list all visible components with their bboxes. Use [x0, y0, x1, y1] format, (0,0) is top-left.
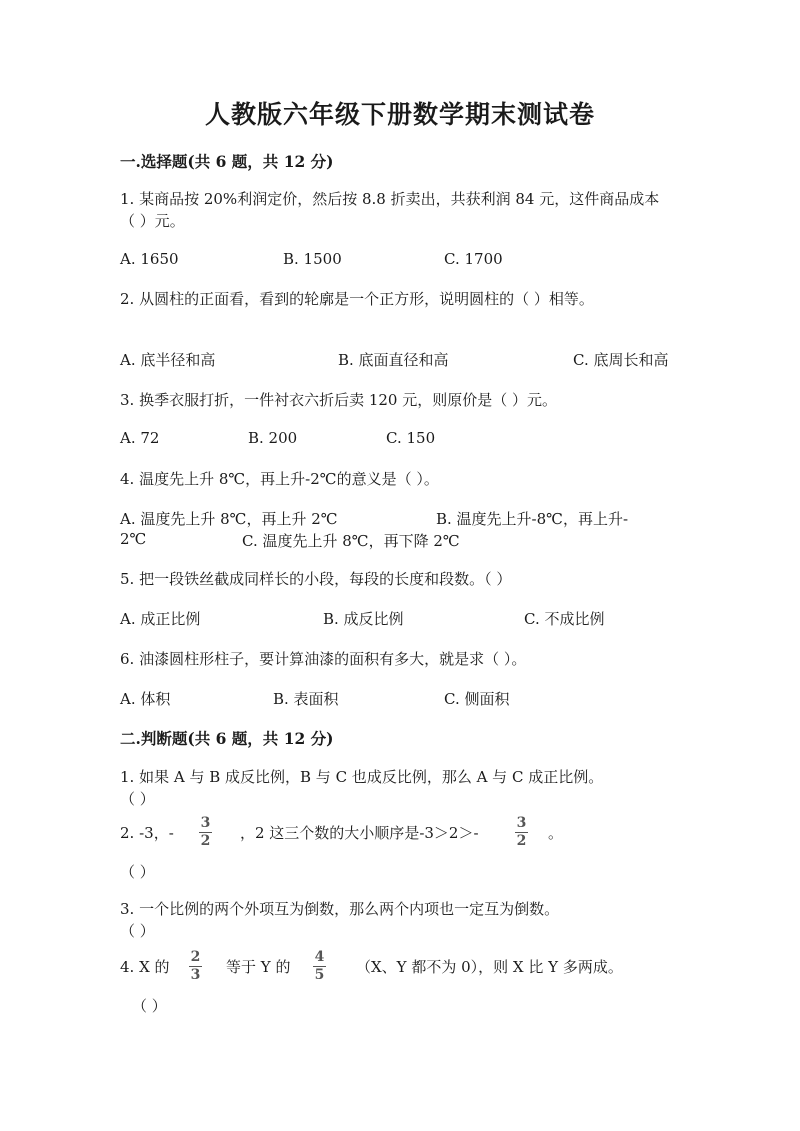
question-3-text: 3. 换季衣服打折，一件衬衣六折后卖 120 元，则原价是（ ）元。: [120, 391, 558, 409]
judgement-4-fraction-2: [313, 950, 326, 983]
fraction-numerator: 2: [190, 949, 201, 965]
question-3-option-b: B. 200: [248, 429, 298, 447]
question-3-option-a: A. 72: [120, 429, 160, 447]
judgement-4-text-part3: （X、Y 都不为 0），则 X 比 Y 多两成。: [356, 958, 623, 976]
section-heading-judgement: 二.判断题(共 6 题，共 12 分): [120, 729, 334, 748]
question-6-option-c: C. 侧面积: [444, 690, 510, 708]
question-5-option-c: C. 不成比例: [524, 610, 605, 628]
question-4-option-b-continued: 2℃: [120, 530, 147, 548]
question-4-option-b: B. 温度先上升-8℃，再上升-: [436, 510, 629, 528]
question-2-option-c: C. 底周长和高: [573, 351, 669, 369]
question-1-text: 1. 某商品按 20%利润定价，然后按 8.8 折卖出，共获利润 84 元，这件商品成本: [120, 190, 660, 208]
question-1-answer-blank: （ ）元。: [120, 212, 185, 230]
judgement-3-text: 3. 一个比例的两个外项互为倒数，那么两个内项也一定互为倒数。: [120, 900, 560, 918]
question-6-option-b: B. 表面积: [273, 690, 339, 708]
question-5-text: 5. 把一段铁丝截成同样长的小段，每段的长度和段数。（ ）: [120, 570, 512, 588]
judgement-2-fraction-2: [515, 816, 528, 849]
fraction-denominator: 5: [314, 967, 325, 983]
judgement-2-text-part3: 。: [548, 824, 564, 842]
question-6-option-a: A. 体积: [120, 690, 171, 708]
section-heading-choice: 一.选择题(共 6 题，共 12 分): [120, 152, 334, 171]
question-1-option-c: C. 1700: [444, 250, 503, 268]
question-4-option-a: A. 温度先上升 8℃，再上升 2℃: [120, 510, 338, 528]
question-2-option-a: A. 底半径和高: [120, 351, 216, 369]
question-2-text: 2. 从圆柱的正面看，看到的轮廓是一个正方形，说明圆柱的（ ）相等。: [120, 290, 594, 308]
judgement-2-text-part1: 2. -3，-: [120, 824, 174, 842]
judgement-4-fraction-1: [189, 950, 202, 983]
page-title: 人教版六年级下册数学期末测试卷: [204, 100, 595, 129]
judgement-2-text-part2: ，2 这三个数的大小顺序是-3＞2＞-: [240, 824, 479, 842]
question-6-text: 6. 油漆圆柱形柱子，要计算油漆的面积有多大，就是求（ ）。: [120, 650, 527, 668]
question-5-option-a: A. 成正比例: [120, 610, 201, 628]
judgement-4-text-part1: 4. X 的: [120, 958, 170, 976]
judgement-4-answer-blank: （ ）: [132, 997, 167, 1015]
question-4-text: 4. 温度先上升 8℃，再上升-2℃的意义是（ ）。: [120, 470, 439, 488]
question-1-option-a: A. 1650: [120, 250, 179, 268]
judgement-2-answer-blank: （ ）: [120, 863, 155, 881]
judgement-1-text: 1. 如果 A 与 B 成反比例，B 与 C 也成反比例，那么 A 与 C 成正比例。: [120, 768, 604, 786]
fraction-numerator: 4: [314, 949, 325, 965]
judgement-1-answer-blank: （ ）: [120, 790, 155, 808]
question-3-option-c: C. 150: [386, 429, 436, 447]
question-5-option-b: B. 成反比例: [323, 610, 404, 628]
question-1-option-b: B. 1500: [283, 250, 342, 268]
judgement-2-fraction-1: [199, 816, 212, 849]
fraction-denominator: 3: [190, 967, 201, 983]
question-4-option-c: C. 温度先上升 8℃，再下降 2℃: [242, 532, 460, 550]
judgement-4-text-part2: 等于 Y 的: [226, 958, 291, 976]
fraction-denominator: 2: [200, 833, 211, 849]
judgement-3-answer-blank: （ ）: [120, 922, 155, 940]
fraction-numerator: 3: [516, 815, 527, 831]
fraction-numerator: 3: [200, 815, 211, 831]
question-2-option-b: B. 底面直径和高: [338, 351, 449, 369]
fraction-denominator: 2: [516, 833, 527, 849]
